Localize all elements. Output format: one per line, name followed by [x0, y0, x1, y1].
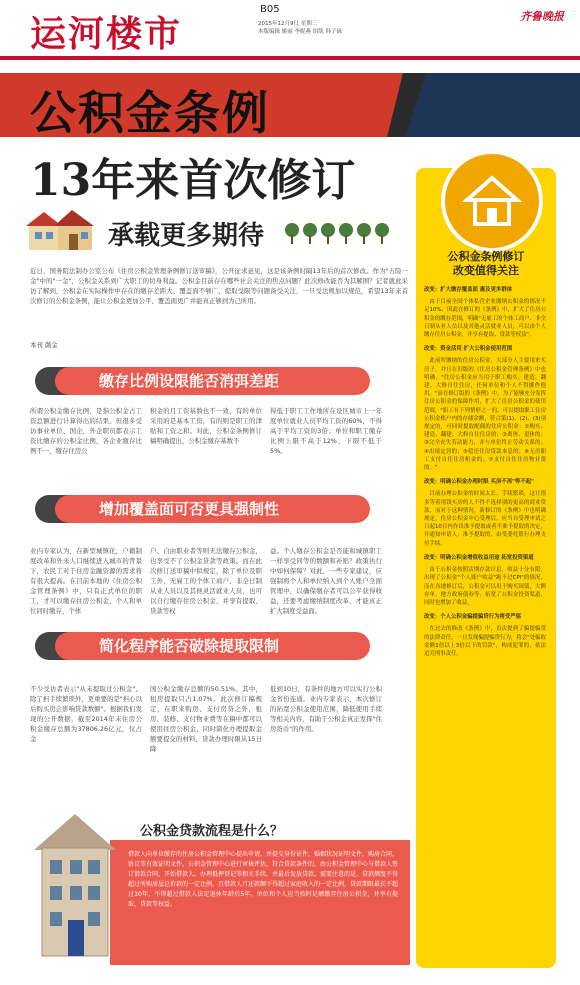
headline-line1: 公积金条例: [30, 86, 270, 140]
subtitle: 承载更多期待: [108, 221, 265, 251]
newspaper-logo: 齐鲁晚报: [520, 10, 564, 23]
house-icon: [24, 208, 96, 256]
sidebar-heading: 改变：明确公积金办理时限 买房不再"等不起": [424, 479, 534, 486]
loan-process-title: 公积金贷款流程是什么？: [140, 824, 284, 839]
sidebar-title-line1: 公积金条例修订: [447, 250, 525, 263]
section-2-col-3: 益。个人缴存公积金是否能和城镇职工一样享受同等的数额和补贴？政策执行中如何保障？对此，一些专家建议，应强制将个人和单位纳入到个人账户全面管理中，以确保缴存者可以公平获得收益，还要考虑缴纳制度改革，才能真正扩大制度受益面。: [270, 547, 382, 615]
section-3-col-2: 国公积金缴存总额的50.51%。其中，租房提取只占1.07%。此次修订稿规定，在职来购房、支付房贷之外，租房、装修、支付物业费等在稿中都可以使用住房公积金，同时简化办理提取金额要提交的材料，贷款办理时限从15日降: [150, 685, 262, 753]
section-1-col-2: 积金的月工资基数也不一致，有的单位采用的是基本工资，有的则是职工的津贴和工资之和。对此，公积金条例修订稿明确提出，公积金缴存基数不: [150, 407, 262, 445]
sidebar-title-line2: 改变值得关注: [453, 264, 519, 277]
loan-process-text: 借款人向单位缴存的住房公积金管理中心提出申请，并提交身份证件，婚姻状况证明文件，购房合同，协议等有效证明文件。公积金管理中心进行审核评估，符合贷款条件的，由公积金管理中心与借款人签订借款合同，开始借款人。办理抵押登记等相关手续，并最后发放贷款。需要注意的是，贷款额度不得超过所购房屋总价款的一定比例，且借款人月还款额不得超过家庭收入的一定比例，贷款期限最长不超过30年，不得超过借款人法定退休年龄后5年。单位和个人应当按时足额缴存住房公积金，并享有提取、贷款等权益。: [128, 851, 399, 908]
section-1-col-3: 得低于职工工作地所在设区城市上一年度单位就业人员平均工资的60%，不得高于平均工资的3倍；单位和职工缴存比例上限不高于12%，下限不低于5%。: [270, 407, 382, 455]
section-3-title: 简化程序能否破除提取限制: [55, 632, 370, 660]
sidebar-paragraph: 由于目前全国个体私营企业缴纳公积金的情况不足10%，因此在修订的《条例》中，扩大了住房公积金的缴存范围，明确"无雇工的个体工商户、非全日制从业人员以及其他灵活就业人员，可以由个人缴存住房公积金，并享有提取、贷款等权益"。: [424, 299, 546, 339]
intro-paragraph: 近日，国务院法制办公室公布《住房公积金管理条例修订送审稿》，公开征求意见，这是该条例时隔13年后的首次修改。作为"五险一金"中的"一金"，公积金关系到广大职工的切身利益。公积金目前存在哪些社会关注的焦点问题？此次修改能否为其解围？记者就此采访了解到，公积金在实际操作中存在的缴存差距大、覆盖面不够广、提取受限等问题备受关注，一旦受法规加以规范，希望13年来首次修订的公积金条例，能让公积金更加公平、覆盖面更广并能真正够到为己所用。: [30, 267, 408, 305]
byline: 本刊 颜金: [30, 341, 58, 349]
sidebar-paragraph: 由于公积金按照活期存款计息，收益十分有限，出现了公积金"个人账户收益"跑不过CPI"的情况，而在各地修订后，公积金可以用于购买国债，大额存单，地方政府债券等，拓宽了公积金投资渠道，同时也增加了收益。: [424, 567, 546, 606]
house-badge-icon: [441, 150, 543, 252]
section-3-col-3: 低到10日，有条件的地方可以实行公积金省份连通。业内专家表示，本次修订的拓宽公积金使用范围，降低使用手续等相关内容，有助于公积金真正发挥"住房货币"的作用。: [270, 685, 382, 733]
section-2-title: 增加覆盖面可否更具强制性: [55, 495, 370, 523]
sidebar-paragraph: 此前所缴纳的住房公积金，大部分人主要用来买房子，并且在旧版的《住房公积金管理条例》中也明确，"住房公积金应当用于职工购买、建造、翻建、大修自住住房，任何单位和个人不得挪作他用。"而在修订版的《条例》中，为了能够充分发挥住房公积金的保障作用，扩大了住房公积金的使用范围，"职工有下列情形之一的，可以提取职工住房公积金账户内的存储余额，符合第(1)、(2)、(3)项规定的，可同时提取配偶的住房公积金：①购买、建造、翻建、大修自住住房的；②离休、退休的；③完全丧失劳动能力，并与单位终止劳动关系的；④出境定居的；⑤偿还住房贷款本息的；⑥无房职工支付自住住房租金的；⑦支付自住住房物业费的。": [424, 358, 546, 472]
issue-date: 2015年12月9日 星期三: [258, 21, 318, 27]
sidebar-body: [424, 286, 546, 658]
masthead: 运河楼市: [30, 13, 183, 55]
section-1-title: 缴存比例设限能否消弭差距: [55, 367, 370, 395]
page-number: B05: [260, 4, 280, 15]
section-2-col-2: 户、自由职业者等则无法缴存公积金，也享受不了公积金贷款等政策。而在此次修订送审稿中拟规定，除了单位及职工外，无雇工的个体工商户、非全日制从业人员以及其他灵活就业人员，也可以自行缴存住房公积金，并享有提取、贷款等权: [150, 547, 262, 615]
issue-editors: 本版编辑 姬丽 李妮燕 组版 韩子砾: [258, 29, 342, 35]
header-rule: [0, 56, 580, 60]
sidebar-heading: 改变：扩大缴存覆盖面 惠及更多群体: [424, 287, 513, 293]
tree-icons: [284, 220, 394, 250]
section-1-col-1: 所谓公积金缴存比例，是指公积金占工资总额进行计算得出的结果。但很多受访事业单位、国企，外企职员都表示工资比缴存的公积金比例，各企业缴存比例不一，缴存住房公: [30, 407, 142, 455]
sidebar-heading: 改变：明确公积金增值收益用途 拓宽投资渠道: [424, 554, 534, 561]
sidebar-heading: 改变：个人公积金骗提骗贷行为将受严惩: [424, 614, 522, 621]
sidebar-title: [420, 250, 552, 278]
title-band-navy: [405, 73, 580, 137]
issue-info: [258, 20, 408, 36]
building-icon: [30, 808, 120, 962]
headline-line2: 13年来首次修订: [30, 155, 356, 206]
section-2-col-1: 业内专家认为，在新型城镇化，户籍制度改革和外来人口继续进入城市的背景下，农民工对于住房金融资源的需求将有很大提高。在目前本地的《住房公积金管理条例》中，只有正式单位的职工，才可以缴存住房公积金，个人和单位同时缴存，个体: [30, 547, 142, 615]
sidebar-paragraph: 目前办理公积金的时间太长，手续繁琐，这让很多等着用钱买房的人不得不选择别的更高的商业贷款，而对于这种情况，新修订的《条例》中也明确规定，住房公积金中心受理后，应当自受理申请之日起10日内作出准予提取或者不准予提取的决定，并通知申请人；准予提取的，由受委托银行办理支付手续。: [424, 491, 546, 547]
sidebar-heading: 改变：资金活用 扩大公积金使用范围: [424, 346, 513, 353]
sidebar-paragraph: 在过去的修改《条例》中，首次提到了骗提骗贷的法律责任，一旦发现骗提骗贷行为，将会"处骗取金额1倍以上3倍以下的罚款"，构成犯罪的，依法追究刑事责任。: [424, 626, 546, 657]
section-3-col-1: 不少受访者表示"从未提取过公积金"。除了担手续繁琐外，更重要的是"担心以后购买房会影响贷款数额"。根据我们发现的公开数据，截至2014年末住房公积金缴存总额为37806.26亿元，仅占金: [30, 685, 142, 743]
